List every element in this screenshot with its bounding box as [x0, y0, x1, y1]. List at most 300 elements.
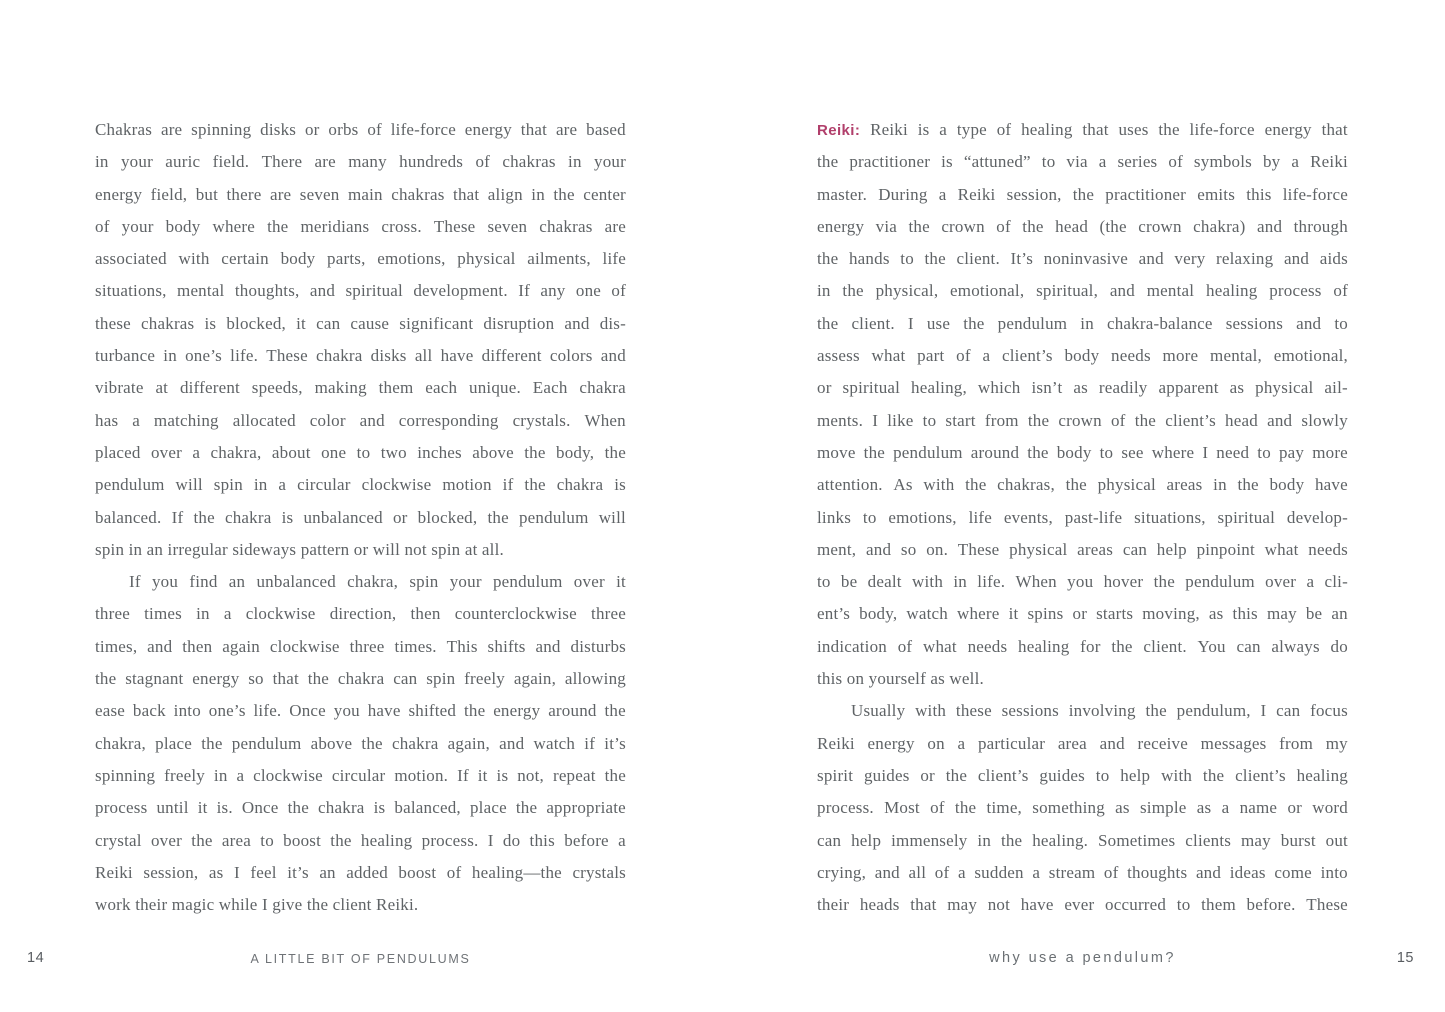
word: speeds, [251, 378, 303, 398]
word: your [120, 152, 153, 172]
word: hundreds [399, 152, 464, 172]
word: there [226, 184, 262, 204]
word: emotions, [888, 507, 957, 527]
word: can [393, 669, 418, 689]
word: the [1153, 572, 1175, 592]
word: with [1161, 765, 1193, 785]
word: and [874, 862, 900, 882]
word: the [193, 507, 215, 527]
word: pendulum, [1176, 701, 1251, 721]
word: the [287, 798, 309, 818]
word: have [367, 701, 401, 721]
word: all [414, 346, 433, 366]
word: clockwise [269, 636, 340, 656]
word: crown [1138, 216, 1182, 236]
word: emotional, [950, 281, 1025, 301]
text-line [817, 728, 1348, 760]
word: to [356, 442, 371, 462]
word: of [95, 216, 110, 236]
word: the [1145, 701, 1167, 721]
word: body [165, 216, 201, 236]
word: it’s [604, 733, 626, 753]
word: spiritual [1217, 507, 1276, 527]
word: particular [977, 733, 1046, 753]
word: help [1156, 539, 1187, 559]
word: physical, [875, 281, 939, 301]
word: of [1168, 152, 1183, 172]
text-line [817, 114, 1348, 146]
word: process [95, 798, 148, 818]
word: chakras [391, 184, 445, 204]
word: the [201, 733, 223, 753]
word: their [817, 895, 850, 915]
word: word [1312, 798, 1348, 818]
word: Reiki [870, 120, 908, 139]
word: to [900, 249, 914, 269]
word: one’s [208, 701, 246, 721]
word: to [1257, 442, 1271, 462]
word: making [314, 378, 367, 398]
word: to [1095, 765, 1110, 785]
word: disks [260, 120, 297, 139]
word: the [307, 669, 330, 689]
word: field. [212, 152, 250, 172]
word: ailments, [527, 249, 591, 269]
word: to [1334, 313, 1348, 333]
word: the [817, 249, 839, 269]
word: auric [165, 152, 201, 172]
word: colors [549, 346, 593, 366]
right-page-text [817, 114, 1348, 921]
word: If [129, 572, 141, 592]
word: blocked, [226, 313, 287, 333]
word: a [278, 475, 287, 495]
word: head [1225, 410, 1258, 430]
word: with [923, 475, 955, 495]
word: the [524, 475, 546, 495]
word: in [531, 184, 545, 204]
word: a [223, 604, 232, 624]
word: the [361, 733, 383, 753]
word: chakra [316, 346, 363, 366]
text-line [95, 825, 626, 857]
word: in [817, 281, 831, 301]
word: chakras, [997, 475, 1055, 495]
word: your [449, 572, 482, 592]
word: can [817, 830, 842, 850]
word: clockwise [245, 604, 316, 624]
word: energy [192, 669, 240, 689]
word: through [1293, 216, 1348, 236]
word: the [1027, 442, 1049, 462]
word: sudden [974, 862, 1024, 882]
word: Reiki [957, 184, 996, 204]
word: by [1262, 152, 1281, 172]
word: energy [1264, 120, 1312, 139]
word: your [594, 152, 626, 172]
word: and [309, 281, 336, 301]
word: not, [517, 765, 545, 785]
word: in [953, 572, 967, 592]
word: three [349, 636, 385, 656]
word: boost [398, 862, 437, 882]
word: can [1236, 636, 1261, 656]
word: chakra [224, 507, 272, 527]
word: client. [956, 249, 1000, 269]
word: This [446, 636, 478, 656]
word: in [568, 152, 582, 172]
word: an [1331, 604, 1348, 624]
word: spinning [191, 120, 252, 139]
text-line [95, 372, 626, 404]
text-line [95, 114, 626, 146]
word: physical [1097, 475, 1156, 495]
text-line [817, 308, 1348, 340]
word: clockwise [361, 475, 432, 495]
word: motion [442, 475, 492, 495]
text-line [817, 760, 1348, 792]
word: your [121, 216, 154, 236]
word: crying, [817, 862, 867, 882]
word: or [392, 507, 408, 527]
word: relaxing [1216, 249, 1274, 269]
word: times [144, 604, 182, 624]
word: chakras [502, 152, 556, 172]
word: or [817, 378, 832, 398]
word: pendulum [1185, 572, 1255, 592]
word: one [575, 281, 602, 301]
word: do [502, 830, 521, 850]
word: can [316, 313, 341, 333]
word: body [1269, 475, 1305, 495]
word: something [1032, 798, 1105, 818]
word: needs [1111, 346, 1151, 366]
text-line [95, 728, 626, 760]
text-line [95, 469, 626, 501]
word: noninvasive [1043, 249, 1129, 269]
text-line [95, 631, 626, 663]
word: is [281, 507, 294, 527]
word: via [875, 216, 897, 236]
word: in [977, 830, 992, 850]
word: it [1008, 604, 1019, 624]
text-line [95, 598, 626, 630]
word: hands [848, 249, 890, 269]
word: and [1283, 249, 1310, 269]
word: body [1064, 346, 1100, 366]
word: cause [350, 313, 390, 333]
word: a [1306, 572, 1315, 592]
word: a [939, 120, 948, 139]
word: healing [1206, 281, 1258, 301]
word: more [1312, 442, 1348, 462]
word: three [591, 604, 626, 624]
word: mental, [1210, 346, 1262, 366]
word: again [222, 636, 261, 656]
word: Once [241, 798, 279, 818]
word: like [887, 410, 914, 430]
word: with [912, 572, 944, 592]
text-line [817, 340, 1348, 372]
word: see [1121, 442, 1144, 462]
word: the [463, 701, 486, 721]
word: energy [95, 184, 143, 204]
text-line [817, 631, 1348, 663]
word: these [955, 701, 992, 721]
word: sessions [1225, 313, 1284, 333]
word: sessions [1001, 701, 1059, 721]
word: disks [370, 346, 407, 366]
word: life-force [1282, 184, 1348, 204]
text-line [95, 502, 626, 534]
text-line [95, 566, 626, 598]
word: These [957, 539, 1000, 559]
word: on [927, 733, 945, 753]
word: (the [1099, 216, 1127, 236]
word: very [1174, 249, 1206, 269]
word: again, [447, 733, 490, 753]
word: chakra, [347, 572, 399, 592]
word: is [496, 765, 509, 785]
word: it [477, 765, 488, 785]
word: the [330, 830, 352, 850]
word: areas [1166, 475, 1203, 495]
word: a [132, 410, 140, 430]
word: pinpoint [1196, 539, 1255, 559]
word: readily [1098, 378, 1148, 398]
word: a [192, 442, 201, 462]
word: watch [906, 604, 948, 624]
word: When [1015, 572, 1057, 592]
word: pay [1278, 442, 1305, 462]
word: physical [457, 249, 516, 269]
word: I [1260, 701, 1267, 721]
word: come [1274, 862, 1312, 882]
word: that [910, 895, 937, 915]
word: different [481, 346, 542, 366]
word: them [378, 378, 414, 398]
text-line [817, 372, 1348, 404]
word: time, [986, 798, 1023, 818]
word: is [941, 152, 953, 172]
text-line [95, 179, 626, 211]
word: energy [493, 701, 541, 721]
word: aids [1319, 249, 1348, 269]
word: where [957, 604, 1000, 624]
word: spiritual, [1036, 281, 1099, 301]
word: or [1072, 604, 1088, 624]
word: cross. [381, 216, 422, 236]
word: ail- [1324, 378, 1348, 398]
word: There [261, 152, 303, 172]
word: one [321, 442, 347, 462]
word: healing [360, 830, 413, 850]
word: a [938, 184, 947, 204]
word: appropriate [546, 798, 626, 818]
word: thoughts, [234, 281, 300, 301]
word: indication [817, 636, 887, 656]
word: motion. [394, 765, 449, 785]
lead-in-label: Reiki: [817, 122, 861, 139]
word: energy [817, 216, 865, 236]
word: you [151, 572, 179, 592]
text-line: this on yourself as well. [817, 669, 984, 689]
word: is. [216, 798, 233, 818]
word: heads [859, 895, 900, 915]
word: times. [394, 636, 437, 656]
word: the [842, 281, 864, 301]
word: client’s [1002, 346, 1053, 366]
word: During [878, 184, 928, 204]
word: start [945, 410, 976, 430]
right-running-footer: why use a pendulum? [989, 950, 1176, 966]
word: spiritual [842, 378, 901, 398]
word: each [425, 378, 458, 398]
word: focus [1310, 701, 1348, 721]
word: ease [95, 701, 126, 721]
word: as [208, 862, 224, 882]
word: seven [299, 184, 340, 204]
word: which [977, 378, 1021, 398]
word: the [267, 216, 289, 236]
word: over [573, 572, 605, 592]
word: to [817, 572, 831, 592]
word: allowing [564, 669, 626, 689]
text-line [95, 243, 626, 275]
word: the [863, 442, 886, 462]
word: it [616, 572, 626, 592]
word: and [1138, 249, 1164, 269]
word: healing—the [471, 862, 562, 882]
word: to [1176, 895, 1191, 915]
word: needs [967, 636, 1008, 656]
word: dealt [867, 572, 902, 592]
word: over [150, 442, 182, 462]
word: chakra [318, 798, 365, 818]
word: you [333, 701, 360, 721]
word: around [548, 701, 597, 721]
word: from [1279, 733, 1314, 753]
word: These [1306, 895, 1348, 915]
word: I [907, 313, 914, 333]
word: area [221, 830, 252, 850]
text-line [817, 598, 1348, 630]
word: pendulum [492, 572, 563, 592]
word: mental [177, 281, 225, 301]
word: have [440, 346, 474, 366]
word: Chakras [95, 120, 153, 139]
word: the [191, 830, 213, 850]
word: use [926, 313, 951, 333]
text-line [817, 695, 1348, 727]
word: pendulum [518, 507, 589, 527]
word: clockwise [253, 765, 323, 785]
word: receive [1137, 733, 1188, 753]
word: I [233, 862, 240, 882]
word: blocked, [417, 507, 478, 527]
footer-row [0, 948, 1445, 970]
word: to [862, 507, 877, 527]
word: body [280, 249, 316, 269]
word: spirit [817, 765, 854, 785]
word: in [196, 604, 210, 624]
word: is [204, 313, 217, 333]
word: it’s [287, 862, 309, 882]
word: out [1325, 830, 1348, 850]
word: of [367, 120, 382, 139]
text-line [95, 340, 626, 372]
word: ment, [817, 539, 857, 559]
word: areas [1077, 539, 1114, 559]
word: session, [1006, 184, 1062, 204]
word: the [524, 442, 546, 462]
word: place [469, 798, 507, 818]
word: dis- [599, 313, 626, 333]
word: in [213, 765, 228, 785]
word: in [163, 346, 177, 366]
word: align [487, 184, 523, 204]
word: but [195, 184, 219, 204]
text-line [817, 534, 1348, 566]
word: pendulum [893, 442, 963, 462]
word: guides [1039, 765, 1085, 785]
word: mental [1146, 281, 1195, 301]
word: healing [1296, 765, 1348, 785]
text-line [817, 146, 1348, 178]
word: ments. [817, 410, 864, 430]
word: for [1080, 636, 1101, 656]
word: burst [1280, 830, 1316, 850]
word: not [987, 895, 1011, 915]
word: occurred [1105, 895, 1167, 915]
word: and [600, 346, 626, 366]
word: at [155, 378, 169, 398]
word: hover [1103, 572, 1144, 592]
word: involving [1068, 701, 1136, 721]
word: one’s [185, 346, 222, 366]
word: These [266, 346, 308, 366]
word: have [1020, 895, 1054, 915]
word: this [529, 830, 555, 850]
word: the [817, 152, 839, 172]
word: the [1072, 184, 1095, 204]
word: pendulum [231, 733, 302, 753]
text-line [95, 437, 626, 469]
word: life-force [390, 120, 456, 139]
word: unique. [469, 378, 521, 398]
word: watch [533, 733, 576, 753]
text-line [817, 792, 1348, 824]
word: Usually [851, 701, 906, 721]
word: crystals. [512, 410, 571, 430]
word: and [1099, 733, 1125, 753]
word: the [963, 313, 985, 333]
word: events, [1003, 507, 1053, 527]
word: above [472, 442, 514, 462]
word: I [872, 410, 879, 430]
word: chakra, [95, 733, 146, 753]
word: the [1134, 410, 1157, 430]
word: orbs [328, 120, 359, 139]
word: matching [153, 410, 219, 430]
word: emits [1197, 184, 1236, 204]
word: the [553, 184, 575, 204]
word: a [982, 346, 991, 366]
word: circular [331, 765, 386, 785]
word: it [197, 798, 208, 818]
word: thoughts [1127, 862, 1188, 882]
word: of [897, 636, 913, 656]
